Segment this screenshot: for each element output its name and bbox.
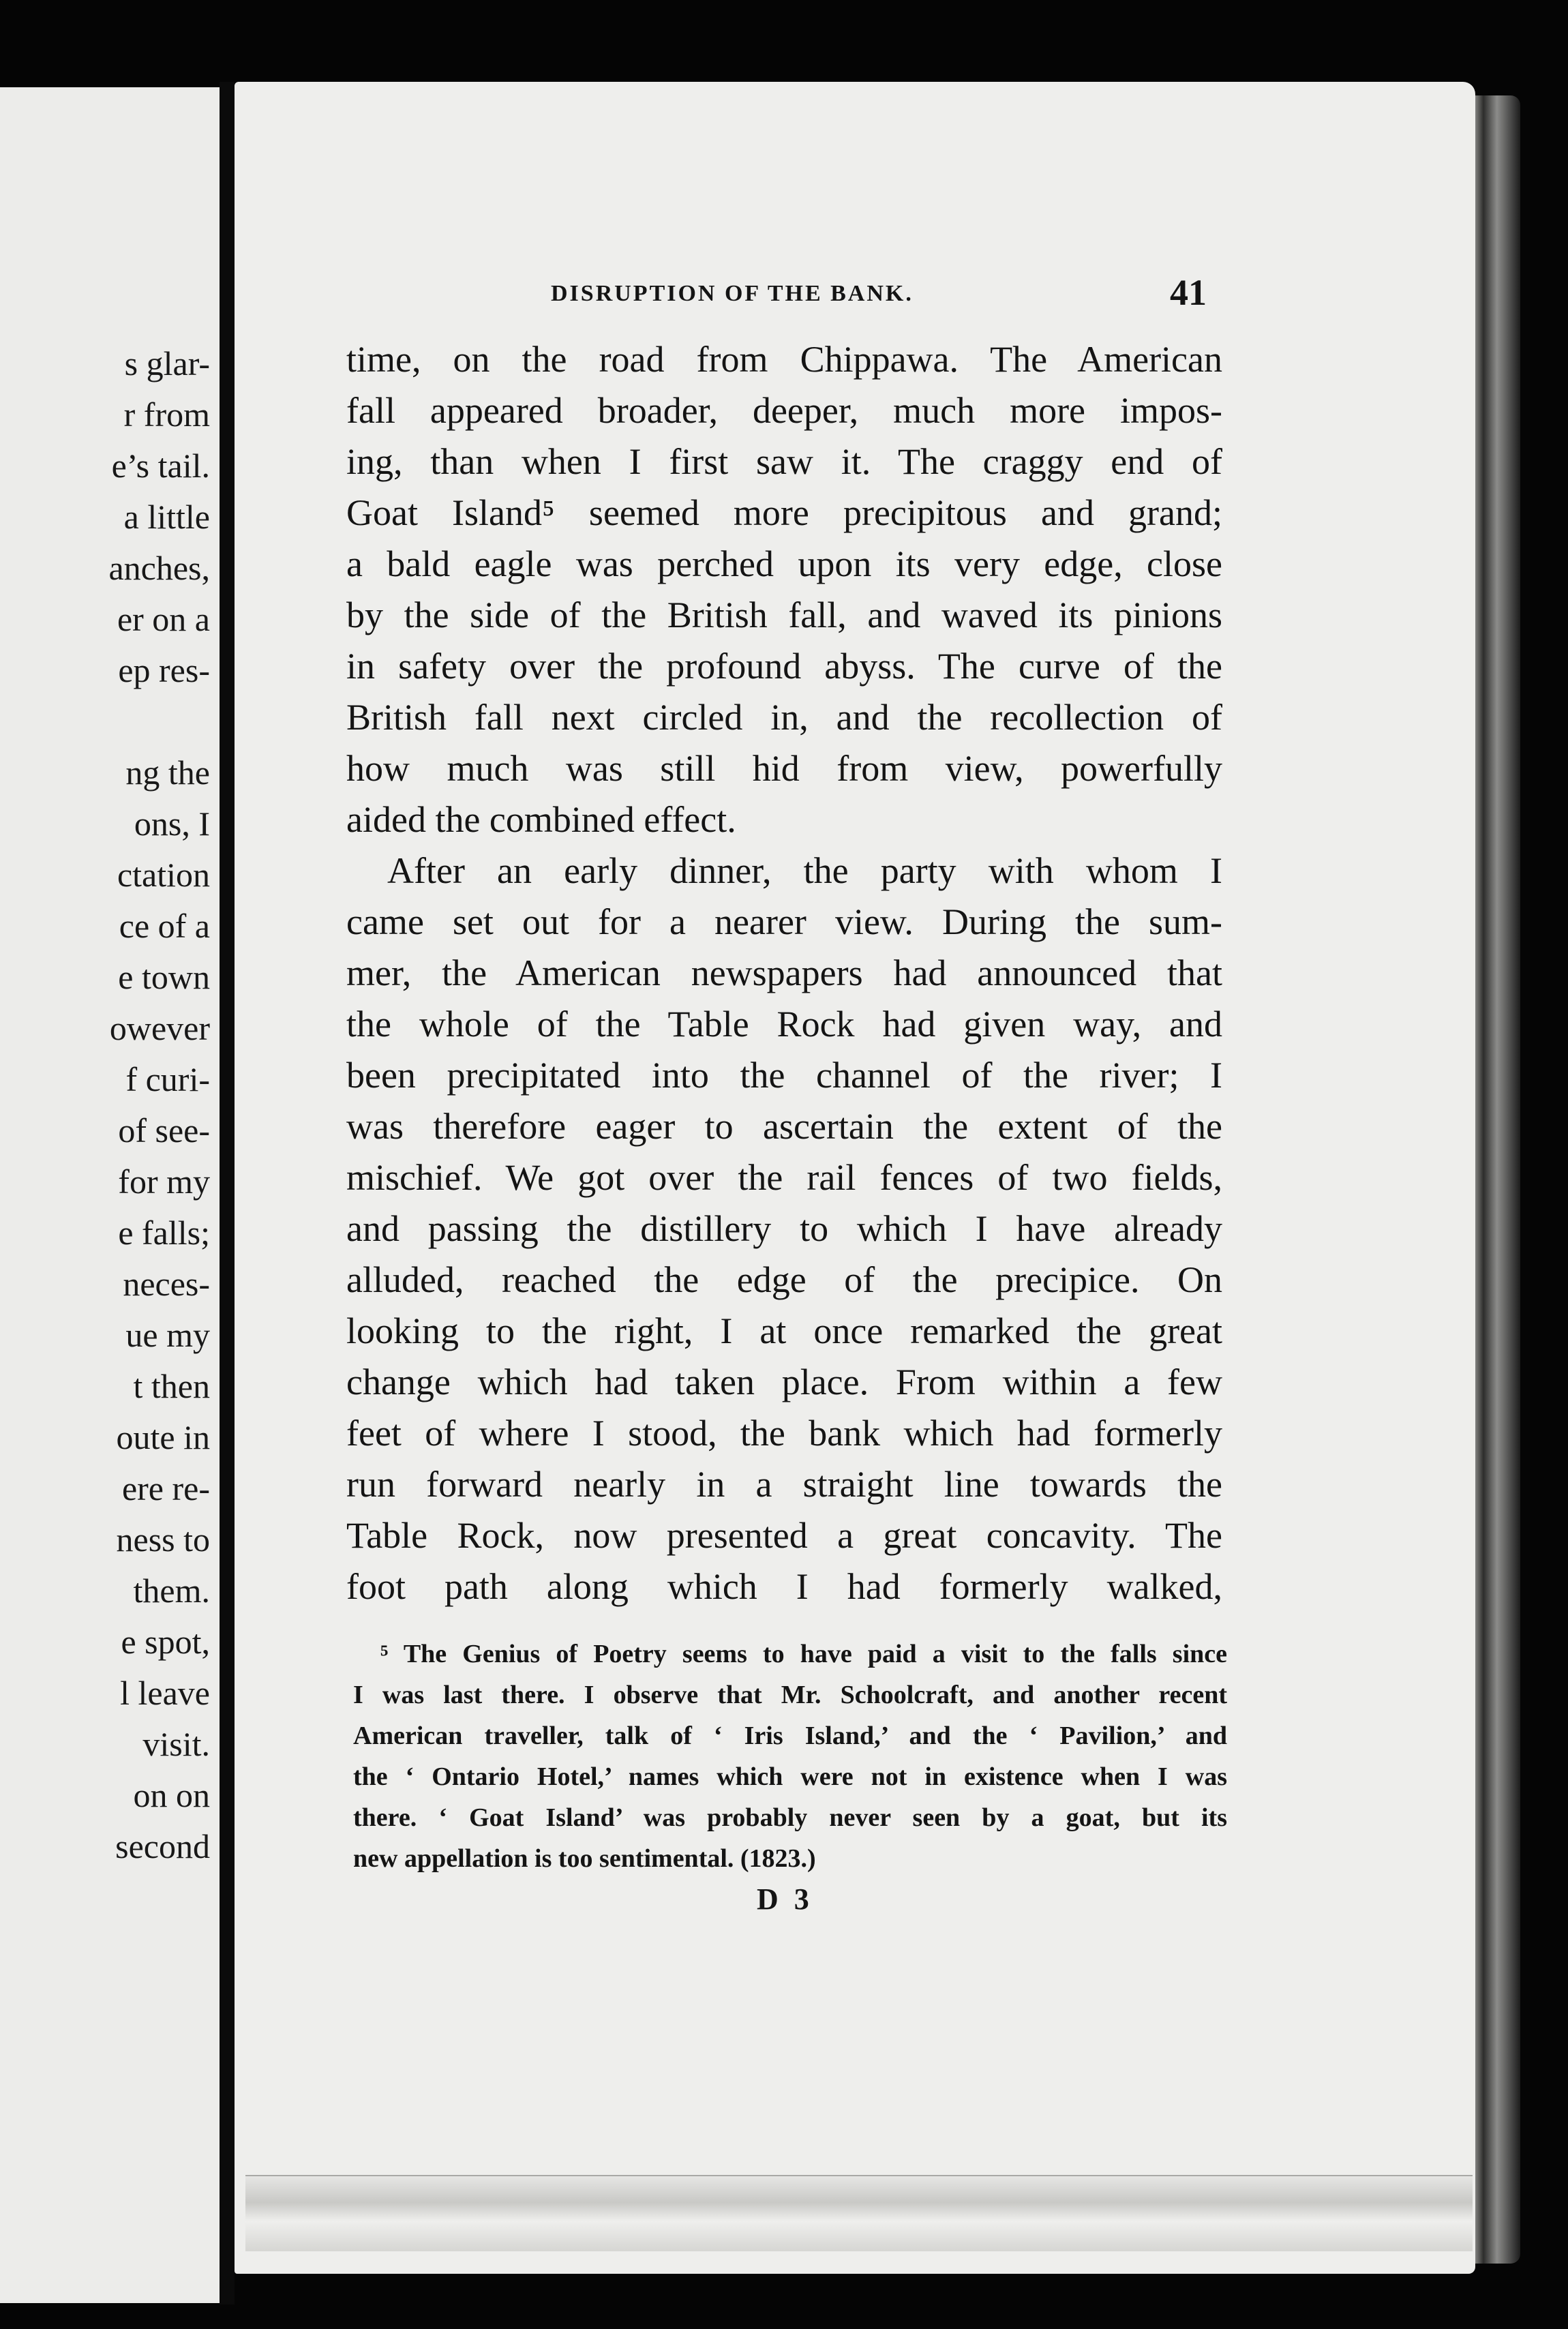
text-line: ce of a: [119, 907, 210, 945]
text-line: foot path along which I had formerly walked,: [346, 1566, 1222, 1607]
running-head: [0, 273, 1568, 314]
text-line: ons, I: [134, 805, 210, 843]
text-line: feet of where I stood, the bank which had formerly: [346, 1413, 1222, 1454]
signature-mark: D 3: [757, 1882, 813, 1916]
text-line: er on a: [117, 600, 210, 638]
text-line: anches,: [108, 549, 210, 587]
text-line: f curi-: [125, 1060, 210, 1098]
text-line: them.: [133, 1572, 210, 1610]
footnote-line: the ‘ Ontario Hotel,’ names which were not in existence when I was: [353, 1762, 1227, 1791]
text-line: been precipitated into the channel of the river; I: [346, 1055, 1222, 1096]
previous-page: [0, 87, 224, 2303]
text-line: time, on the road from Chippawa. The American: [346, 339, 1222, 380]
page-number: 41: [1170, 272, 1207, 313]
text-line: alluded, reached the edge of the precipice. On: [346, 1259, 1222, 1300]
text-line: ere re-: [121, 1469, 210, 1507]
footnote: [353, 1634, 1227, 1879]
body-text: [346, 334, 1222, 1612]
text-line: [108, 696, 210, 747]
text-line: l leave: [120, 1674, 210, 1712]
text-line: visit.: [142, 1725, 210, 1763]
text-line: e spot,: [121, 1623, 210, 1661]
text-line: fall appeared broader, deeper, much more impos-: [346, 390, 1222, 431]
text-line: for my: [118, 1162, 210, 1201]
text-line: owever: [109, 1009, 210, 1047]
text-line: ness to: [116, 1520, 210, 1559]
text-line: s glar-: [124, 344, 210, 382]
text-line: British fall next circled in, and the recollection of: [346, 697, 1222, 738]
text-line: mischief. We got over the rail fences of two fields,: [346, 1157, 1222, 1198]
text-line: and passing the distillery to which I have already: [346, 1208, 1222, 1249]
text-line: ing, than when I first saw it. The craggy end of: [346, 441, 1222, 482]
text-line: ng the: [125, 753, 210, 792]
previous-page-text: [108, 338, 210, 1872]
footnote-line: I was last there. I observe that Mr. Schoolcraft, and another recent: [353, 1681, 1227, 1709]
text-line: a bald eagle was perched upon its very edge, close: [346, 543, 1222, 584]
footnote-line: there. ‘ Goat Island’ was probably never seen by a goat, but its: [353, 1803, 1227, 1832]
binding-gutter: [220, 82, 235, 2304]
text-line: aided the combined effect.: [346, 799, 736, 840]
text-line: e town: [118, 958, 210, 996]
text-line: t then: [133, 1367, 210, 1405]
text-line: a little: [123, 498, 210, 536]
text-line: the whole of the Table Rock had given way, and: [346, 1004, 1222, 1045]
text-line: by the side of the British fall, and waved its pinions: [346, 595, 1222, 635]
text-line: r from: [123, 395, 210, 434]
text-line: After an early dinner, the party with whom I: [387, 850, 1222, 891]
text-line: run forward nearly in a straight line towards the: [346, 1464, 1222, 1505]
text-line: of see-: [118, 1111, 210, 1150]
text-line: ep res-: [118, 651, 210, 689]
text-line: Goat Island⁵ seemed more precipitous and grand;: [346, 492, 1222, 533]
text-line: looking to the right, I at once remarked the great: [346, 1310, 1222, 1351]
text-line: Table Rock, now presented a great concavity. The: [346, 1515, 1222, 1556]
text-line: came set out for a nearer view. During the sum-: [346, 901, 1222, 942]
text-line: neces-: [123, 1265, 210, 1303]
text-line: ctation: [117, 856, 210, 894]
footnote-line: ⁵ The Genius of Poetry seems to have paid a visit to the falls since: [380, 1640, 1227, 1668]
page-bottom-edge: [245, 2175, 1473, 2251]
footnote-line: new appellation is too sentimental. (1823.): [353, 1844, 816, 1873]
running-head-title: DISRUPTION OF THE BANK.: [551, 281, 914, 306]
text-line: on on: [133, 1776, 210, 1814]
text-line: change which had taken place. From within a few: [346, 1362, 1222, 1402]
text-line: was therefore eager to ascertain the extent of the: [346, 1106, 1222, 1147]
text-line: oute in: [116, 1418, 210, 1456]
text-line: e’s tail.: [111, 447, 210, 485]
text-line: e falls;: [118, 1214, 210, 1252]
text-line: in safety over the profound abyss. The curve of the: [346, 646, 1222, 687]
text-line: mer, the American newspapers had announced that: [346, 952, 1222, 993]
text-line: second: [115, 1827, 210, 1865]
text-line: how much was still hid from view, powerfully: [346, 748, 1222, 789]
footnote-line: American traveller, talk of ‘ Iris Island,’ and the ‘ Pavilion,’ and: [353, 1722, 1227, 1750]
text-line: ue my: [125, 1316, 210, 1354]
